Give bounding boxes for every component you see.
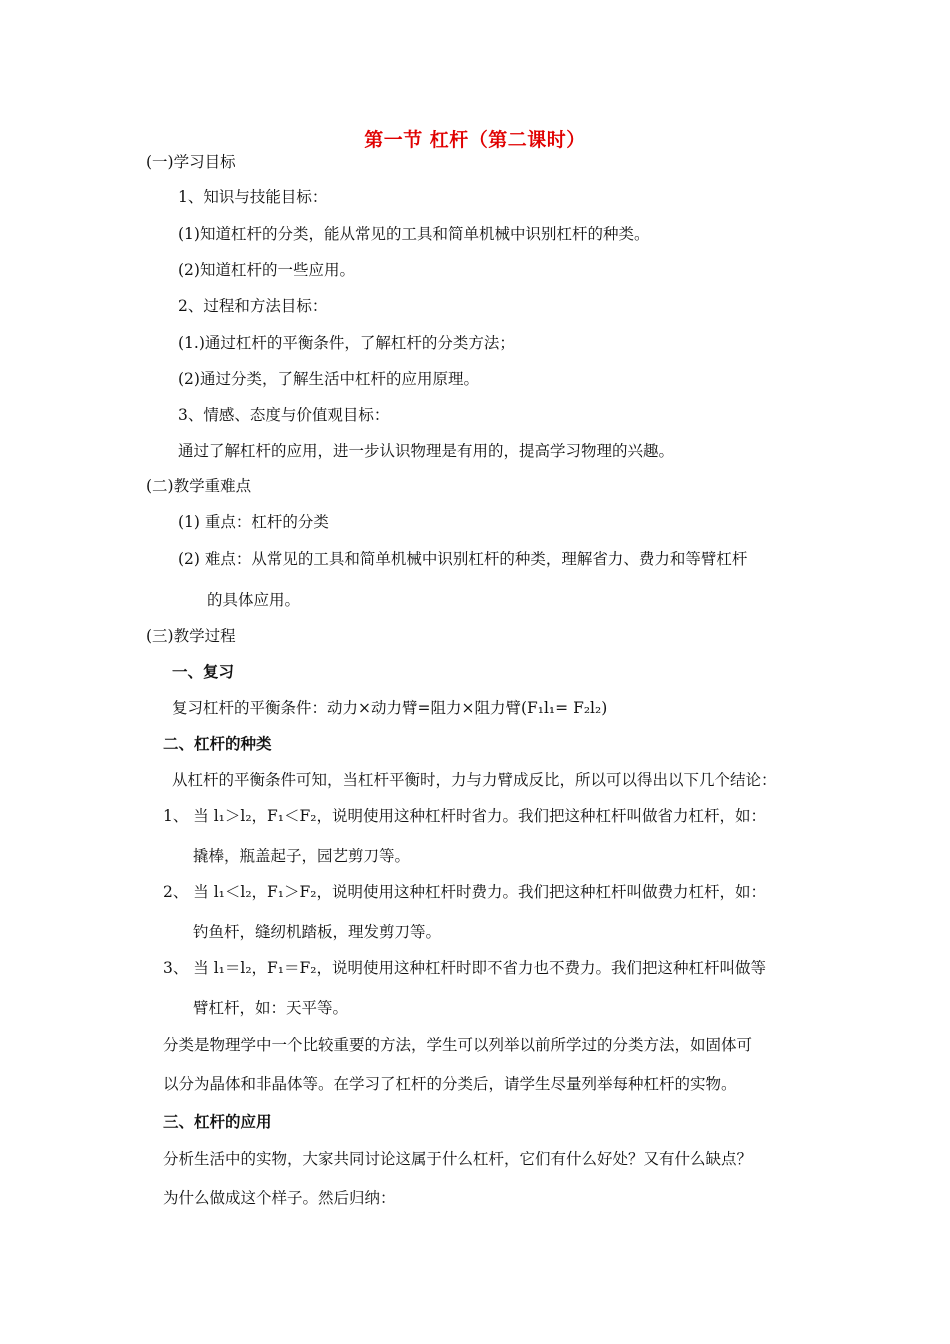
knowledge-goal-2: (2)知道杠杆的一些应用。 [178,261,355,279]
difficult-point-line-1: (2) 难点：从常见的工具和简单机械中识别杠杆的种类，理解省力、费力和等臂杠杆 [178,550,748,568]
lever-kinds-heading: 二、杠杆的种类 [163,735,272,753]
knowledge-goal-1: (1)知道杠杆的分类，能从常见的工具和简单机械中识别杠杆的种类。 [178,225,650,243]
application-line-2: 为什么做成这个样子。然后归纳： [163,1189,396,1207]
emotion-goal-title: 3、情感、态度与价值观目标： [178,406,390,424]
conclusion-2-line-1: 2、 当 l₁＜l₂，F₁＞F₂，说明使用这种杠杆时费力。我们把这种杠杆叫做费力杠杆，如： [163,883,766,901]
process-goal-title: 2、过程和方法目标： [178,297,328,315]
key-point: (1) 重点：杠杆的分类 [178,513,329,531]
review-heading: 一、复习 [172,663,235,681]
review-text: 复习杠杆的平衡条件：动力×动力臂=阻力×阻力臂(F₁l₁= F₂l₂) [172,699,608,717]
application-line-1: 分析生活中的实物，大家共同讨论这属于什么杠杆，它们有什么好处？又有什么缺点？ [163,1150,753,1168]
conclusion-1-line-2: 撬棒，瓶盖起子，园艺剪刀等。 [193,847,411,865]
lever-kinds-intro: 从杠杆的平衡条件可知，当杠杆平衡时，力与力臂成反比，所以可以得出以下几个结论： [172,771,777,789]
classification-line-1: 分类是物理学中一个比较重要的方法，学生可以列举以前所学过的分类方法，如固体可 [163,1036,753,1054]
knowledge-goal-title: 1、知识与技能目标： [178,188,328,206]
process-goal-2: (2)通过分类，了解生活中杠杆的应用原理。 [178,370,479,388]
section-heading-process: (三)教学过程 [146,627,236,645]
conclusion-3-line-1: 3、 当 l₁＝l₂，F₁＝F₂，说明使用这种杠杆时即不省力也不费力。我们把这种杠杆叫做等 [163,959,766,977]
emotion-goal-1: 通过了解杠杆的应用，进一步认识物理是有用的，提高学习物理的兴趣。 [178,442,675,460]
conclusion-3-line-2: 臂杠杆，如：天平等。 [193,999,349,1017]
process-goal-1: (1.)通过杠杆的平衡条件，了解杠杆的分类方法； [178,334,515,352]
page-title: 第一节 杠杆（第二课时） [364,129,586,151]
conclusion-2-line-2: 钓鱼杆，缝纫机踏板，理发剪刀等。 [193,923,442,941]
difficult-point-line-2: 的具体应用。 [207,591,301,609]
section-heading-key-points: (二)教学重难点 [146,477,252,495]
lever-application-heading: 三、杠杆的应用 [163,1113,272,1131]
classification-line-2: 以分为晶体和非晶体等。在学习了杠杆的分类后，请学生尽量列举每种杠杆的实物。 [163,1075,737,1093]
section-heading-objectives: (一)学习目标 [146,153,236,171]
conclusion-1-line-1: 1、 当 l₁＞l₂，F₁＜F₂，说明使用这种杠杆时省力。我们把这种杠杆叫做省力杠杆，如： [163,807,766,825]
